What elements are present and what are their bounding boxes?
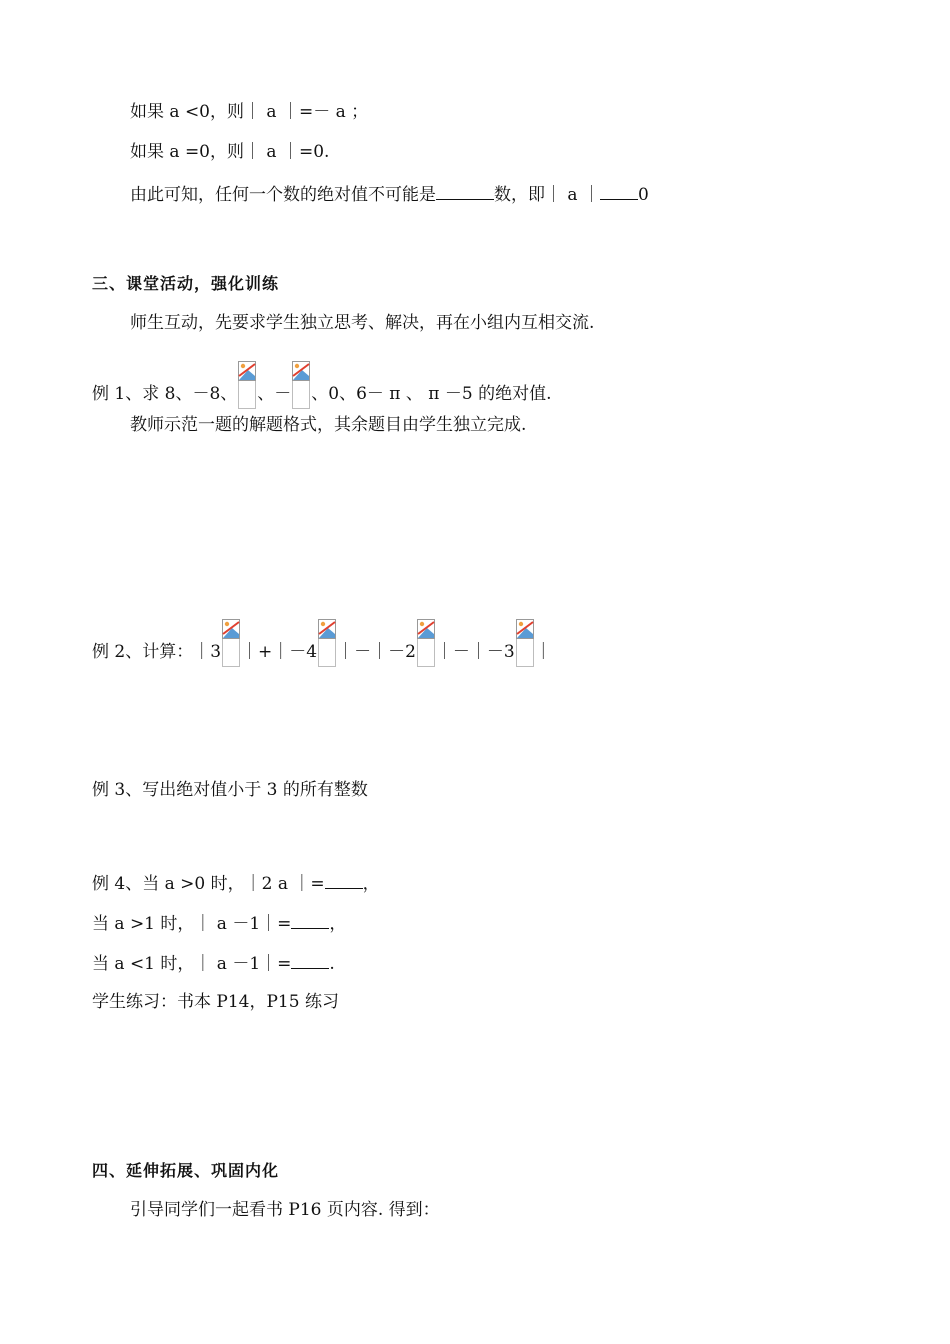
broken-image-icon <box>417 619 435 667</box>
fill-blank <box>291 910 329 929</box>
example-1: 例 1、求 8、－8、 、－ 、0、6－ π 、 π －5 的绝对值. <box>92 361 551 409</box>
text-line: 学生练习：书本 P14，P15 练习 <box>92 992 339 1012</box>
text-line: 教师示范一题的解题格式，其余题目由学生独立完成. <box>130 415 527 435</box>
fill-blank <box>600 181 638 200</box>
text-line: 师生互动，先要求学生独立思考、解决，再在小组内互相交流. <box>130 313 595 333</box>
section-heading-3: 三、课堂活动，强化训练 <box>92 274 280 293</box>
section-heading-4: 四、延伸拓展、巩固内化 <box>92 1161 280 1180</box>
fill-blank <box>325 870 363 889</box>
text-line: 如果 a <0，则｜ a ｜=－ a ； <box>130 102 369 122</box>
example-2: 例 2、计算：｜3 ｜+｜－4 ｜－｜－2 ｜－｜－3 ｜ <box>92 619 552 667</box>
text-line: 由此可知，任何一个数的绝对值不可能是 数，即｜ a ｜ 0 <box>130 181 649 207</box>
broken-image-icon <box>516 619 534 667</box>
fill-blank <box>436 181 494 200</box>
broken-image-icon <box>222 619 240 667</box>
text-line: 引导同学们一起看书 P16 页内容. 得到： <box>130 1200 440 1220</box>
broken-image-icon <box>292 361 310 409</box>
text-line: 如果 a =0，则｜ a ｜=0. <box>130 142 330 162</box>
example-4: 例 4、当 a >0 时，｜2 a ｜= ， <box>92 870 380 896</box>
text-line: 当 a >1 时，｜ a －1｜= ， <box>92 910 346 936</box>
broken-image-icon <box>318 619 336 667</box>
broken-image-icon <box>238 361 256 409</box>
fill-blank <box>291 950 329 969</box>
text-line: 当 a <1 时，｜ a －1｜= . <box>92 950 335 976</box>
example-3: 例 3、写出绝对值小于 3 的所有整数 <box>92 780 368 800</box>
